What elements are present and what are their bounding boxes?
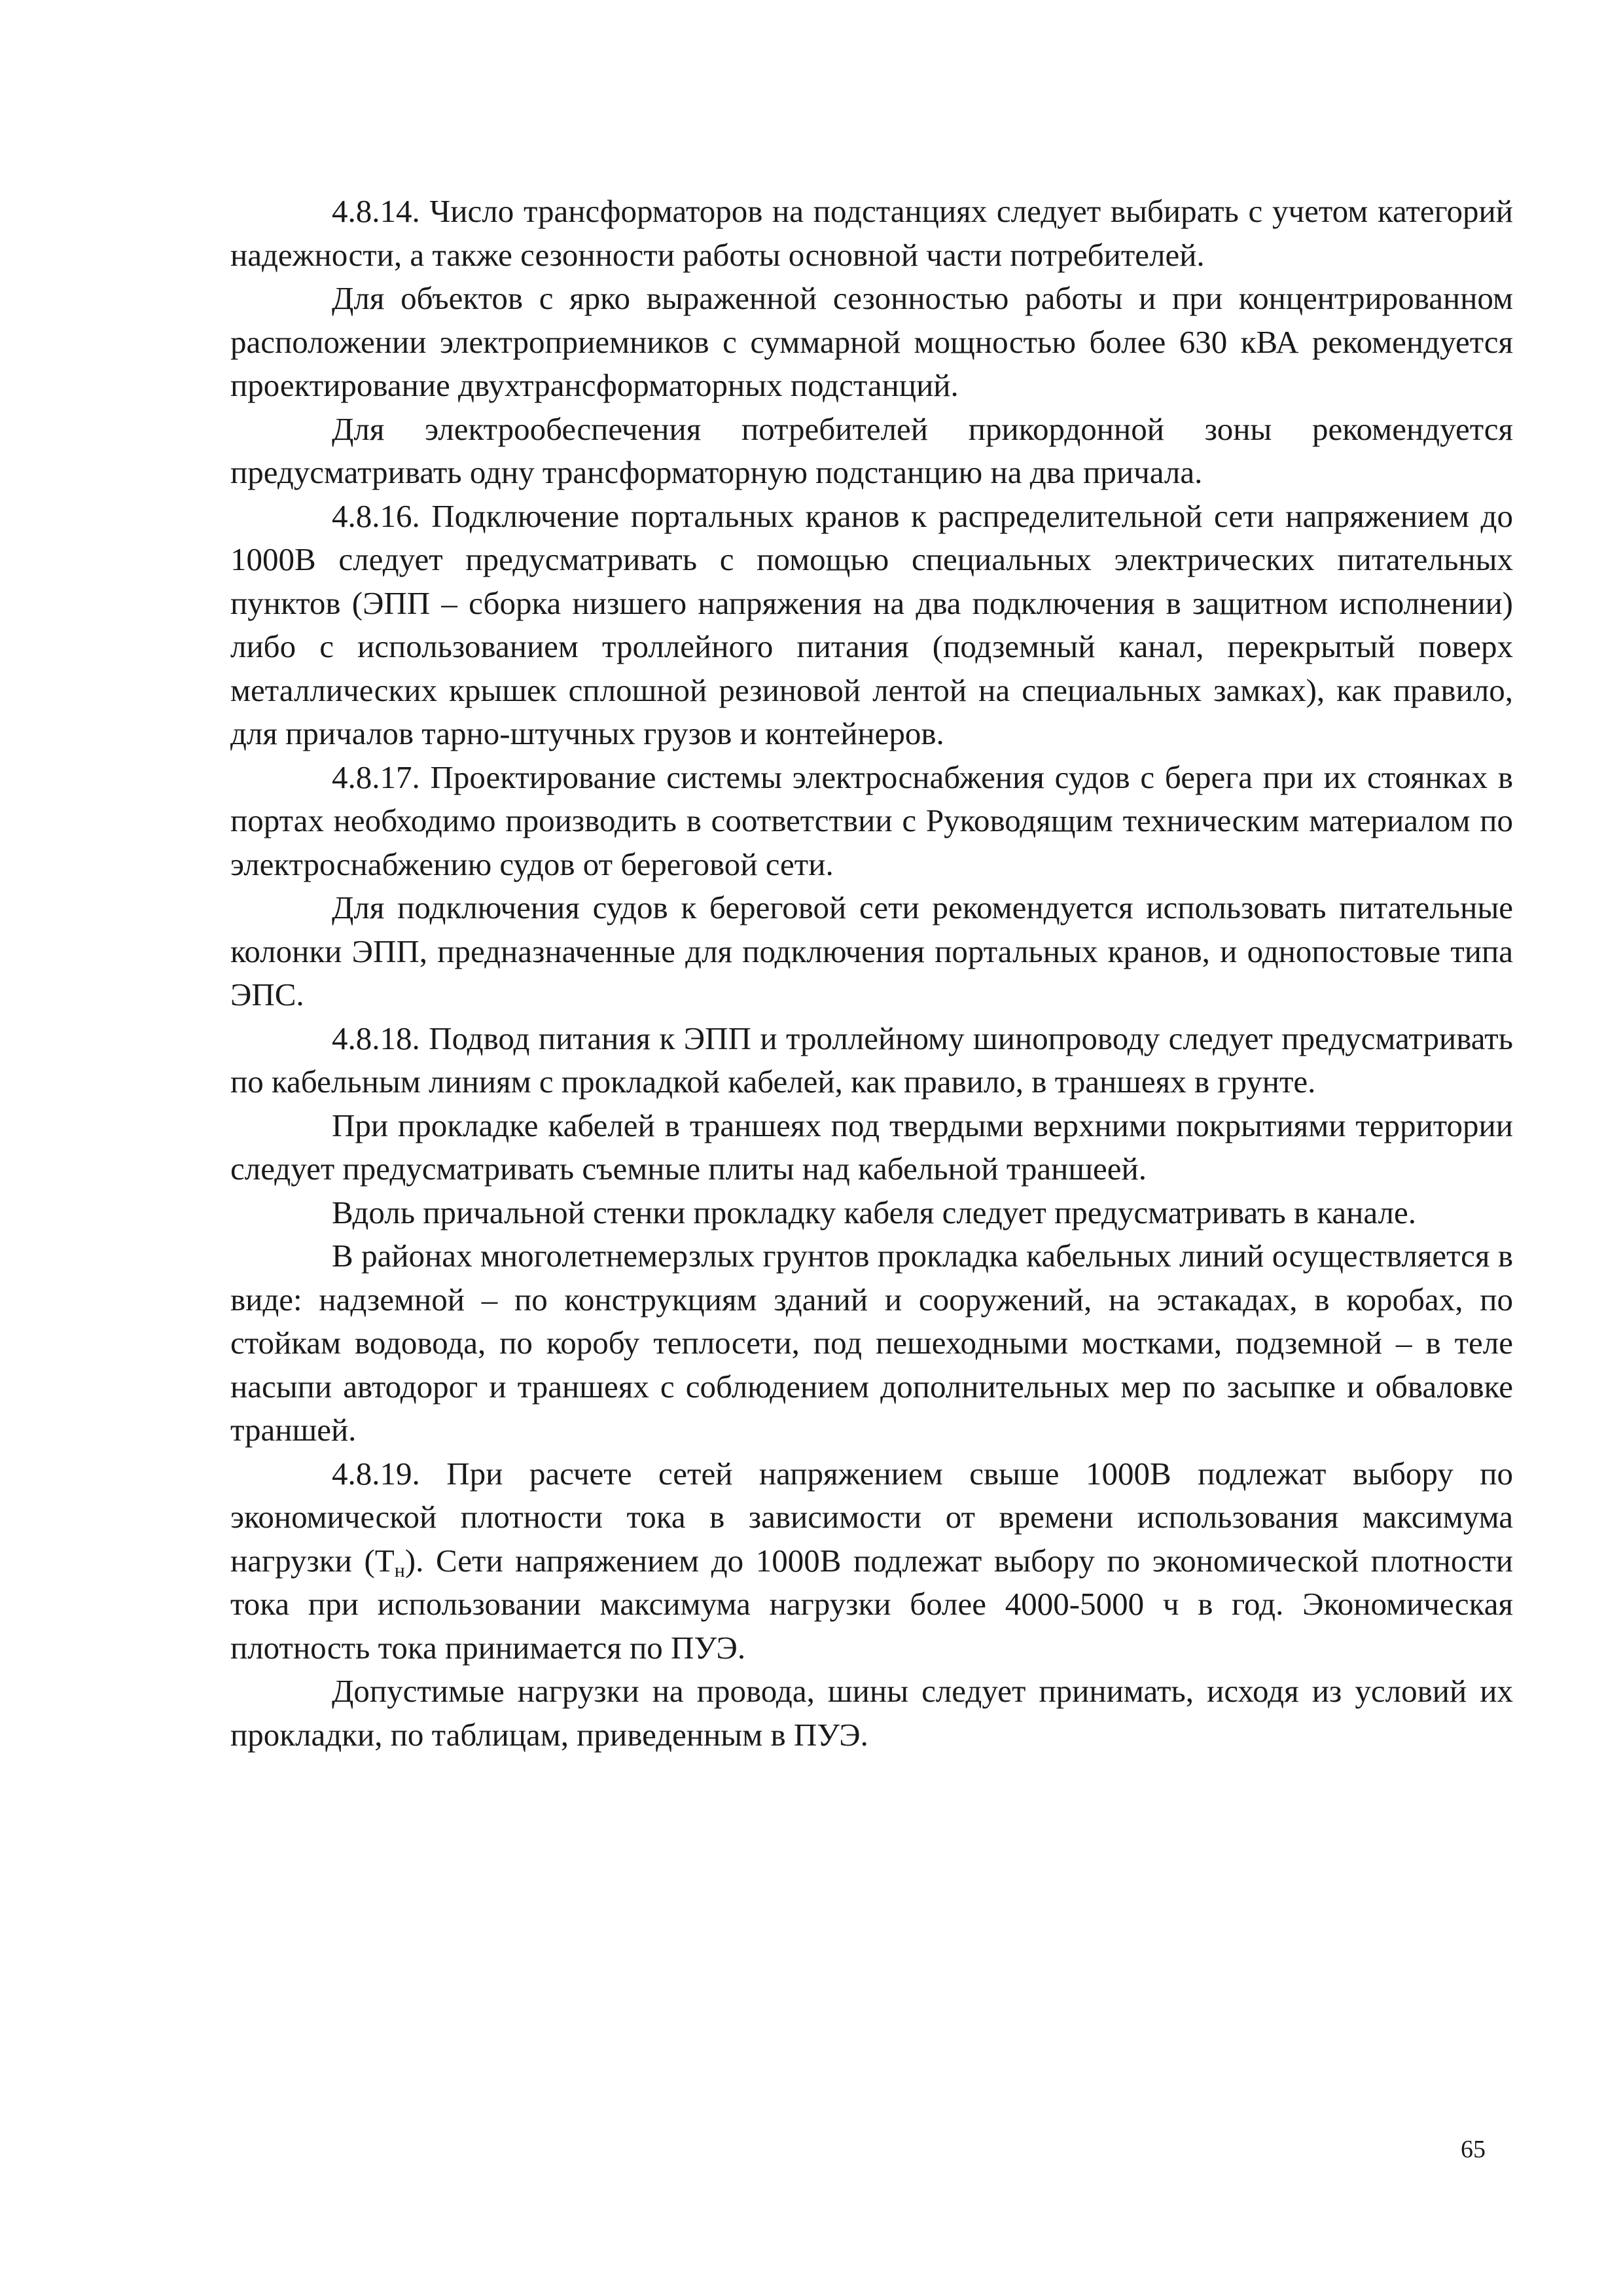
paragraph-4-8-17: 4.8.17. Проектирование системы электроснабжения судов с берега при их стоянках в портах необходимо производить в соответствии с Руководящим техническим материалом по электроснабжению судов от береговой сети. (230, 759, 1513, 882)
load-subscript: н (394, 1559, 405, 1581)
paragraph-berth-wall: Вдоль причальной стенки прокладку кабеля следует предусматривать в канале. (332, 1194, 1417, 1230)
paragraph-4-8-16: 4.8.16. Подключение портальных кранов к распределительной сети напряжением до 1000В следует предусматривать с помощью специальных электрических питательных пунктов (ЭПП – сборка низшего напряжения на два подключения в защитном исполнении) либо с использованием троллейного питания (подземный канал, перекрытый поверх металлических крышек сплошной резиновой лентой на специальных замках), как правило, для причалов тарно-штучных грузов и контейнеров. (230, 497, 1513, 751)
paragraph-permafrost: В районах многолетнемерзлых грунтов прокладка кабельных линий осуществляется в виде: надземной – по конструкциям зданий и сооружений, на эстакадах, в коробах, по стойкам водовода, по коробу теплосети, под пешеходными мостками, подземной – в теле насыпи автодорог и траншеях с соблюдением дополнительных мер по засыпке и обваловке траншей. (230, 1238, 1513, 1448)
paragraph-border-zone: Для электрообеспечения потребителей прикордонной зоны рекомендуется предусматривать одну трансформаторную подстанцию на два причала. (230, 410, 1513, 490)
paragraph-4-8-19-part-1: 4.8.19. При расчете сетей напряжением свыше 1000В подлежат выбору по экономической плотности тока в зависимости от времени использования максимума нагрузки (Т (230, 1455, 1513, 1579)
paragraph-ship-connection: Для подключения судов к береговой сети рекомендуется использовать питательные колонки ЭПП, предназначенные для подключения портальных кранов, и однопостовые типа ЭПС. (230, 889, 1513, 1013)
paragraph-4-8-19-part-2: ). Сети напряжением до 1000В подлежат выбору по экономической плотности тока при использовании максимума нагрузки более 4000-5000 ч в год. Экономическая плотность тока принимается по ПУЭ. (230, 1542, 1514, 1666)
paragraph-trench-covers: При прокладке кабелей в траншеях под твердыми верхними покрытиями территории следует предусматривать съемные плиты над кабельной траншеей. (230, 1107, 1513, 1187)
paragraph-4-8-14: 4.8.14. Число трансформаторов на подстанциях следует выбирать с учетом категорий надежности, а также сезонности работы основной части потребителей. (230, 193, 1513, 273)
paragraph-4-8-19 (230, 1452, 1513, 1670)
paragraph-allowable-loads: Допустимые нагрузки на провода, шины следует принимать, исходя из условий их прокладки, по таблицам, приведенным в ПУЭ. (230, 1673, 1513, 1753)
paragraph-4-8-18: 4.8.18. Подвод питания к ЭПП и троллейному шинопроводу следует предусматривать по кабельным линиям с прокладкой кабелей, как правило, в траншеях в грунте. (230, 1020, 1513, 1100)
page-number: 65 (1461, 2136, 1486, 2163)
paragraph-seasonal-objects: Для объектов с ярко выраженной сезонностью работы и при концентрированном расположении электроприемников с суммарной мощностью более 630 кВА рекомендуется проектирование двухтрансформаторных подстанций. (230, 280, 1513, 403)
page-body-text (230, 190, 1513, 1757)
